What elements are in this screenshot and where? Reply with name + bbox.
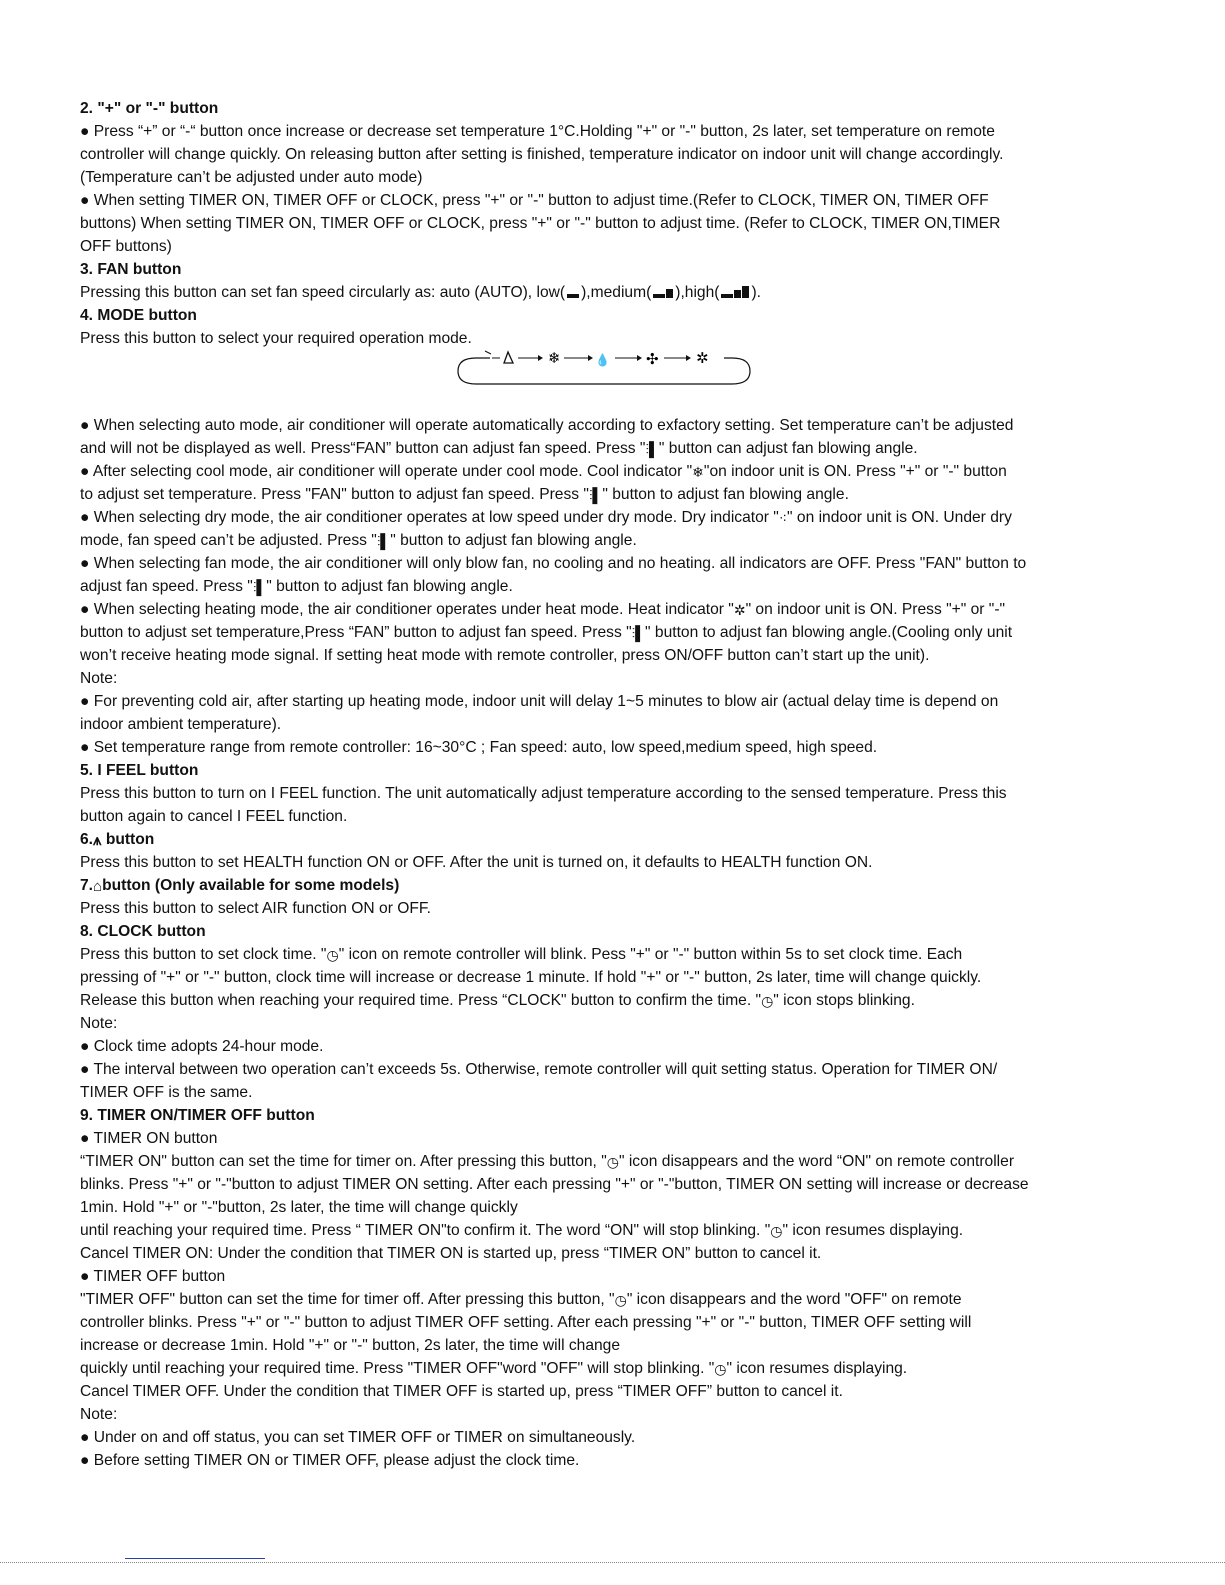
swing-icon: ⫶▌ — [252, 579, 267, 595]
section-heading — [80, 828, 1140, 851]
paragraph-line: Cancel TIMER OFF. Under the condition that TIMER OFF is started up, press “TIMER OFF” button to cancel it. — [80, 1383, 843, 1400]
paragraph-line — [80, 575, 1140, 598]
note-label: Note: — [80, 1015, 118, 1032]
paragraph-line: (Temperature can’t be adjusted under auto mode) — [80, 169, 423, 186]
paragraph-line: controller will change quickly. On releasing button after setting is finished, temperature indicator on indoor unit will change accordingly. — [80, 146, 1004, 163]
paragraph-line: Cancel TIMER ON: Under the condition that TIMER ON is started up, press “TIMER ON” button to cancel it. — [80, 1245, 822, 1262]
section-heading: 9. TIMER ON/TIMER OFF button — [80, 1107, 315, 1124]
text-run: ),medium( — [581, 284, 652, 301]
paragraph-line: ● The interval between two operation can’t exceeds 5s. Otherwise, remote controller will quit setting status. Operation for TIMER ON/ — [80, 1061, 998, 1078]
paragraph-line: TIMER OFF is the same. — [80, 1084, 253, 1101]
text-run: " on indoor unit is ON. Under dry — [787, 509, 1012, 526]
page-edge-divider — [0, 1562, 1225, 1563]
text-run: adjust fan speed. Press " — [80, 578, 253, 595]
paragraph-line — [80, 437, 1140, 460]
text-run: "TIMER OFF" button can set the time for timer off. After pressing this button, " — [80, 1291, 615, 1308]
text-run: "on indoor unit is ON. Press "+" or "-" button — [703, 463, 1007, 480]
paragraph-line: ● When setting TIMER ON, TIMER OFF or CLOCK, press "+" or "-" button to adjust time.(Refer to CLOCK, TIMER ON, TIMER OFF — [80, 192, 989, 209]
section-heading: 8. CLOCK button — [80, 923, 206, 940]
clock-icon: ◷ — [614, 1292, 627, 1308]
section-heading: 2. "+" or "-" button — [80, 100, 219, 117]
clock-icon: ◷ — [714, 1361, 727, 1377]
text-run: " icon disappears and the word "OFF" on remote — [626, 1291, 962, 1308]
paragraph-line: ● When selecting auto mode, air conditioner will operate automatically according to exfactory setting. Set temperature can’t be adjusted — [80, 417, 1014, 434]
paragraph-line: Press this button to set HEALTH function ON or OFF. After the unit is turned on, it defaults to HEALTH function ON. — [80, 854, 873, 871]
auto-icon — [485, 351, 513, 363]
paragraph-line: ● When selecting fan mode, the air conditioner will only blow fan, no cooling and no heating. all indicators are OFF. Press "FAN" button to — [80, 555, 1027, 572]
paragraph-line: increase or decrease 1min. Hold "+" or "-" button, 2s later, the time will change — [80, 1337, 621, 1354]
fan-icon: ✣ — [646, 350, 659, 368]
house-icon: ⌂ — [93, 878, 103, 895]
paragraph-line: ● TIMER OFF button — [80, 1268, 226, 1285]
text-run: button to adjust set temperature,Press “FAN” button to adjust fan speed. Press " — [80, 624, 632, 641]
sun-icon: ✲ — [733, 602, 746, 618]
section-heading: 3. FAN button — [80, 261, 182, 278]
paragraph-line: Press this button to select AIR function ON or OFF. — [80, 900, 432, 917]
text-run: " button to adjust fan blowing angle. — [602, 486, 849, 503]
paragraph-line: ● TIMER ON button — [80, 1130, 218, 1147]
paragraph-line: button again to cancel I FEEL function. — [80, 808, 348, 825]
paragraph-line — [80, 1150, 1140, 1173]
text-run: until reaching your required time. Press “ TIMER ON"to confirm it. The word “ON" will stop blinking. " — [80, 1222, 771, 1239]
paragraph-line: controller blinks. Press "+" or "-" button to adjust TIMER OFF setting. After each pressing "+" or "-" button, TIMER OFF setting will — [80, 1314, 972, 1331]
paragraph-line — [80, 529, 1140, 552]
swing-icon: ⫶▌ — [631, 625, 646, 641]
paragraph-line — [80, 483, 1140, 506]
paragraph-line: ● For preventing cold air, after starting up heating mode, indoor unit will delay 1~5 minutes to blow air (actual delay time is depend on — [80, 693, 999, 710]
note-label: Note: — [80, 670, 118, 687]
paragraph-line — [80, 598, 1140, 621]
text-run: mode, fan speed can’t be adjusted. Press " — [80, 532, 377, 549]
paragraph-line: Press this button to turn on I FEEL function. The unit automatically adjust temperature according to the sensed temperature. Press this — [80, 785, 1007, 802]
paragraph-line: indoor ambient temperature). — [80, 716, 282, 733]
paragraph-line: pressing of "+" or "-" button, clock time will increase or decrease 1 minute. If hold "+" or "-" button, 2s later, time will change quickly. — [80, 969, 982, 986]
text-run: " icon stops blinking. — [773, 992, 915, 1009]
paragraph-line — [80, 506, 1140, 529]
clock-icon: ◷ — [326, 947, 339, 963]
swing-icon: ⫶▌ — [588, 487, 603, 503]
mode-cycle-diagram — [80, 350, 1140, 414]
text-run: button — [101, 831, 155, 848]
paragraph-line — [80, 943, 1140, 966]
paragraph-line: ● Before setting TIMER ON or TIMER OFF, please adjust the clock time. — [80, 1452, 580, 1469]
text-run: “TIMER ON" button can set the time for timer on. After pressing this button, " — [80, 1153, 607, 1170]
text-run: and will not be displayed as well. Press“FAN” button can adjust fan speed. Press " — [80, 440, 646, 457]
text-run: " button to adjust fan blowing angle. — [390, 532, 637, 549]
note-label: Note: — [80, 1406, 118, 1423]
drops-icon: ⁖ — [778, 510, 788, 526]
manual-page — [80, 97, 1140, 1472]
paragraph-line: ● Press “+” or “-“ button once increase or decrease set temperature 1°C.Holding "+" or "-" button, 2s later, set temperature on remote — [80, 123, 995, 140]
text-run: Pressing this button can set fan speed circularly as: auto (AUTO), low( — [80, 284, 566, 301]
paragraph-line — [80, 1357, 1140, 1380]
paragraph-line — [80, 621, 1140, 644]
text-run: " icon resumes displaying. — [782, 1222, 964, 1239]
paragraph-line: ● Clock time adopts 24-hour mode. — [80, 1038, 324, 1055]
text-run: ● After selecting cool mode, air conditioner will operate under cool mode. Cool indicator " — [80, 463, 693, 480]
clock-icon: ◷ — [761, 993, 774, 1009]
text-run: 7. — [80, 877, 94, 894]
paragraph-line — [80, 1219, 1140, 1242]
text-run: button (Only available for some models) — [102, 877, 400, 894]
text-run: ● When selecting heating mode, the air conditioner operates under heat mode. Heat indicator " — [80, 601, 734, 618]
swing-icon: ⫶▌ — [376, 533, 391, 549]
text-run: ● When selecting dry mode, the air conditioner operates at low speed under dry mode. Dry indicator " — [80, 509, 779, 526]
text-run: 6. — [80, 831, 94, 848]
swing-icon: ⫶▌ — [645, 441, 659, 457]
text-run: " icon on remote controller will blink. Pess "+" or "-" button within 5s to set clock time. Each — [338, 946, 963, 963]
paragraph-line: ● Set temperature range from remote controller: 16~30°C ; Fan speed: auto, low speed,medium speed, high speed. — [80, 739, 878, 756]
paragraph-line: OFF buttons) — [80, 238, 172, 255]
text-run: " on indoor unit is ON. Press "+" or "-" — [745, 601, 1006, 618]
drops-icon: 💧 — [595, 353, 610, 367]
paragraph-line — [80, 281, 1140, 304]
text-run: quickly until reaching your required time. Press "TIMER OFF"word "OFF" will stop blinking. " — [80, 1360, 715, 1377]
sun-icon: ✲ — [696, 350, 709, 367]
paragraph-line: won’t receive heating mode signal. If setting heat mode with remote controller, press ON/OFF button can’t start up the unit). — [80, 647, 930, 664]
mode-cycle-svg — [80, 350, 1140, 414]
clock-icon: ◷ — [770, 1223, 783, 1239]
text-run: " icon disappears and the word “ON" on remote controller — [618, 1153, 1015, 1170]
snowflake-icon: ❄ — [548, 350, 561, 367]
text-run: Press this button to set clock time. " — [80, 946, 327, 963]
paragraph-line: Press this button to select your required operation mode. — [80, 330, 472, 347]
text-run: to adjust set temperature. Press "FAN" button to adjust fan speed. Press " — [80, 486, 589, 503]
text-run: " button can adjust fan blowing angle. — [658, 440, 918, 457]
text-run: ),high( — [675, 284, 720, 301]
fan-low-icon — [567, 294, 579, 298]
text-run: Release this button when reaching your required time. Press “CLOCK" button to confirm the time. " — [80, 992, 762, 1009]
footer-rule — [125, 1558, 265, 1559]
fan-medium-icon — [653, 289, 673, 298]
clock-icon: ◷ — [606, 1154, 619, 1170]
text-run: ). — [751, 284, 761, 301]
tree-icon: ⩚ — [93, 832, 102, 849]
paragraph-line: buttons) When setting TIMER ON, TIMER OFF or CLOCK, press "+" or "-" button to adjust time. (Refer to CLOCK, TIMER ON,TIMER — [80, 215, 1001, 232]
section-heading: 5. I FEEL button — [80, 762, 199, 779]
paragraph-line — [80, 460, 1140, 483]
paragraph-line: ● Under on and off status, you can set TIMER OFF or TIMER on simultaneously. — [80, 1429, 636, 1446]
text-run: " icon resumes displaying. — [726, 1360, 908, 1377]
text-run: " button to adjust fan blowing angle.(Cooling only unit — [645, 624, 1013, 641]
snowflake-icon: ❄ — [692, 464, 704, 480]
section-heading — [80, 874, 1140, 897]
paragraph-line: 1min. Hold "+" or "-"button, 2s later, the time will change quickly — [80, 1199, 518, 1216]
text-run: " button to adjust fan blowing angle. — [266, 578, 513, 595]
paragraph-line — [80, 1288, 1140, 1311]
fan-high-icon — [721, 286, 749, 298]
paragraph-line — [80, 989, 1140, 1012]
paragraph-line: blinks. Press "+" or "-"button to adjust TIMER ON setting. After each pressing "+" or "-"button, TIMER ON setting will increase or decrease — [80, 1176, 1029, 1193]
section-heading: 4. MODE button — [80, 307, 197, 324]
